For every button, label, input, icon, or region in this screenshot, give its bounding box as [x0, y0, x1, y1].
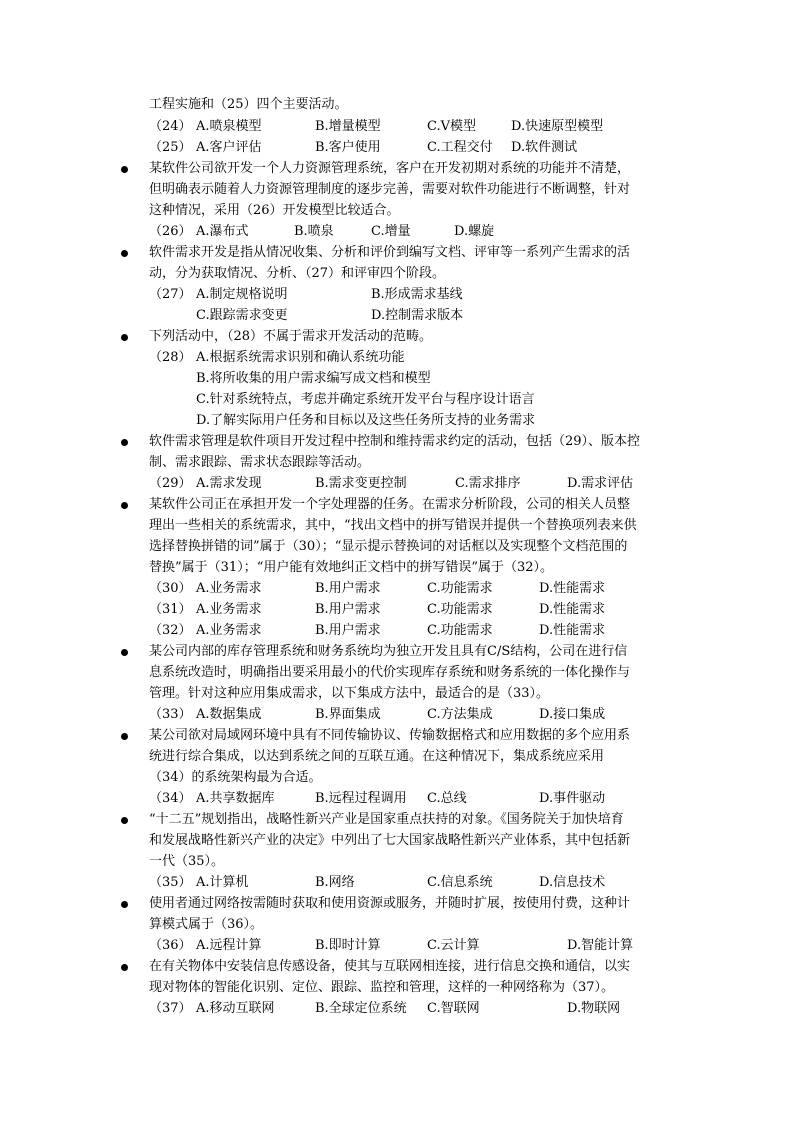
option-b: B.网络	[315, 875, 355, 890]
question-text: 息系统改造时，明确指出要采用最小的代价实现库存系统和财务系统的一体化操作与	[149, 665, 631, 680]
question-number: （24）	[149, 119, 192, 134]
question-text: 某软件公司欲开发一个人力资源管理系统，客户在开发初期对系统的功能并不清楚，	[149, 161, 631, 176]
option-d: D.了解实际用户任务和目标以及这些任务所支持的业务需求	[196, 413, 536, 428]
question-text: 下列活动中，（28）不属于需求开发活动的范畴。	[149, 329, 433, 344]
question-text: 选择替换拼错的词”属于（30）；“显示提示替换词的对话框以及实现整个文档范围的	[149, 539, 628, 554]
question-text: 软件需求管理是软件项目开发过程中控制和维持需求约定的活动，包括（29）、版本控	[149, 434, 641, 449]
question-text: 替换”属于（31）；“用户能有效地纠正文档中的拼写错误”属于（32）。	[149, 560, 554, 575]
option-b: B.增量模型	[315, 119, 381, 134]
option-c: C.功能需求	[427, 581, 493, 596]
option-b: B.远程过程调用	[315, 791, 407, 806]
option-b: B.用户需求	[315, 581, 381, 596]
option-d: D.快速原型模型	[511, 119, 604, 134]
option-b: B.将所收集的用户需求编写成文档和模型	[196, 371, 431, 386]
option-b: B.需求变更控制	[315, 476, 407, 491]
option-d: D.性能需求	[539, 602, 606, 617]
question-text: 管理。针对这种应用集成需求，以下集成方法中，最适合的是（33）。	[149, 686, 550, 701]
question-text: 在有关物体中安装信息传感设备，使其与互联网相连接，进行信息交换和通信，以实	[149, 959, 631, 974]
option-d: D.性能需求	[539, 623, 606, 638]
question-text: 现对物体的智能化识别、定位、跟踪、监控和管理，这样的一种网络称为（37）。	[149, 980, 615, 995]
question-text: 统进行综合集成，以达到系统之间的互联互通。在这种情况下，集成系统应采用	[149, 749, 605, 764]
question-number: （36）	[149, 938, 192, 953]
option-c: C.功能需求	[427, 623, 493, 638]
option-d: D.接口集成	[539, 707, 606, 722]
question-number: （34）	[149, 791, 192, 806]
option-b: B.喷泉	[294, 224, 334, 239]
option-d: D.需求评估	[567, 476, 634, 491]
option-a: A.需求发现	[196, 476, 262, 491]
option-a: A.客户评估	[196, 140, 262, 155]
bullet-icon	[121, 502, 128, 509]
option-c: C.功能需求	[427, 602, 493, 617]
option-d: D.控制需求版本	[371, 308, 464, 323]
bullet-icon	[121, 166, 128, 173]
option-b: B.用户需求	[315, 602, 381, 617]
option-b: B.客户使用	[315, 140, 381, 155]
question-number: （29）	[149, 476, 192, 491]
bullet-icon	[121, 901, 128, 908]
bullet-icon	[121, 649, 128, 656]
option-c: C.工程交付	[427, 140, 493, 155]
option-a: A.共享数据库	[196, 791, 275, 806]
option-d: D.软件测试	[511, 140, 578, 155]
option-d: D.智能计算	[567, 938, 634, 953]
question-number: （35）	[149, 875, 192, 890]
question-text: 理出一些相关的系统需求，其中，“找出文档中的拼写错误并提供一个替换项列表来供	[149, 518, 637, 533]
option-a: A.远程计算	[196, 938, 262, 953]
option-a: A.数据集成	[196, 707, 262, 722]
option-c: C.信息系统	[427, 875, 493, 890]
option-b: B.全球定位系统	[315, 1001, 407, 1016]
question-number: （33）	[149, 707, 192, 722]
option-c: C.总线	[427, 791, 467, 806]
question-text: “十二五”规划指出，战略性新兴产业是国家重点扶持的对象。《国务院关于加快培育	[149, 812, 624, 827]
question-text: 动，分为获取情况、分析、（27）和评审四个阶段。	[149, 266, 446, 281]
question-text: 某公司内部的库存管理系统和财务系统均为独立开发且具有C/S结构，公司在进行信	[149, 644, 628, 659]
option-b: B.形成需求基线	[371, 287, 463, 302]
option-c: C.需求排序	[455, 476, 521, 491]
option-c: C.方法集成	[427, 707, 493, 722]
option-d: D.螺旋	[454, 224, 495, 239]
option-a: A.移动互联网	[196, 1001, 275, 1016]
bullet-icon	[121, 733, 128, 740]
text-line: 工程实施和（25）四个主要活动。	[149, 97, 348, 112]
option-b: B.即时计算	[315, 938, 381, 953]
question-number: （31）	[149, 602, 192, 617]
question-number: （37）	[149, 1001, 192, 1016]
option-c: C.跟踪需求变更	[196, 308, 288, 323]
option-b: B.界面集成	[315, 707, 381, 722]
question-text: 和发展战略性新兴产业的决定》中列出了七大国家战略性新兴产业体系，其中包括新	[149, 833, 631, 848]
question-number: （32）	[149, 623, 192, 638]
question-text: 这种情况，采用（26）开发模型比较适合。	[149, 203, 400, 218]
option-d: D.物联网	[567, 1001, 621, 1016]
question-text: 算模式属于（36）。	[149, 917, 264, 932]
question-text: 使用者通过网络按需随时获取和使用资源或服务，并随时扩展，按使用付费，这种计	[149, 896, 631, 911]
question-text: 某公司欲对局域网环境中具有不同传输协议、传输数据格式和应用数据的多个应用系	[149, 728, 631, 743]
question-number: （25）	[149, 140, 192, 155]
question-number: （28）	[149, 350, 192, 365]
option-a: A.制定规格说明	[196, 287, 288, 302]
question-number: （27）	[149, 287, 192, 302]
option-d: D.事件驱动	[539, 791, 606, 806]
option-c: C.针对系统特点，考虑并确定系统开发平台与程序设计语言	[196, 392, 535, 407]
option-d: D.性能需求	[539, 581, 606, 596]
option-c: C.云计算	[427, 938, 480, 953]
bullet-icon	[121, 250, 128, 257]
option-a: A.业务需求	[196, 602, 262, 617]
option-a: A.根据系统需求识别和确认系统功能	[196, 350, 405, 365]
question-number: （30）	[149, 581, 192, 596]
question-number: （26）	[149, 224, 192, 239]
bullet-icon	[121, 334, 128, 341]
option-c: C.V模型	[427, 119, 477, 134]
bullet-icon	[121, 439, 128, 446]
option-c: C.智联网	[427, 1001, 480, 1016]
option-a: A.瀑布式	[196, 224, 249, 239]
question-text: 某软件公司正在承担开发一个字处理器的任务。在需求分析阶段，公司的相关人员整	[149, 497, 631, 512]
option-c: C.增量	[371, 224, 411, 239]
option-d: D.信息技术	[539, 875, 606, 890]
question-text: 一代（35）。	[149, 854, 225, 869]
question-text: 软件需求开发是指从情况收集、分析和评价到编写文档、评审等一系列产生需求的活	[149, 245, 631, 260]
question-text: 但明确表示随着人力资源管理制度的逐步完善，需要对软件功能进行不断调整，针对	[149, 182, 631, 197]
option-a: A.业务需求	[196, 581, 262, 596]
bullet-icon	[121, 817, 128, 824]
option-a: A.喷泉模型	[196, 119, 262, 134]
option-a: A.计算机	[196, 875, 249, 890]
question-text: （34）的系统架构最为合适。	[149, 770, 322, 785]
option-b: B.用户需求	[315, 623, 381, 638]
option-a: A.业务需求	[196, 623, 262, 638]
bullet-icon	[121, 964, 128, 971]
question-text: 制、需求跟踪、需求状态跟踪等活动。	[149, 455, 371, 470]
